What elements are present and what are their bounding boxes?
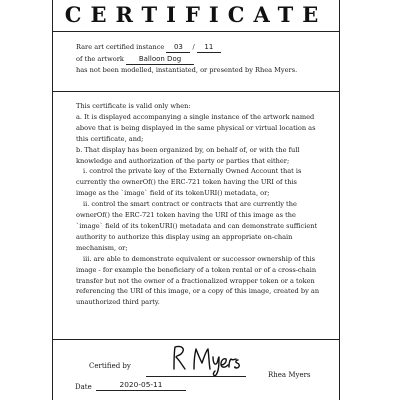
signer-name: Rhea Myers [268, 371, 311, 379]
body-line: iii. are able to demonstrate equivalent or successor ownership of this [83, 254, 316, 263]
date-label: Date [75, 383, 92, 391]
instance-number: 03 [166, 43, 190, 53]
instance-total: 11 [197, 43, 221, 53]
body-line: i. control the private key of the Externally Owned Account that is [83, 167, 302, 176]
certificate-title: CERTIFICATE [64, 2, 328, 27]
validity-conditions [76, 101, 319, 308]
body-line: mechanism, or; [76, 243, 128, 252]
artwork-line [76, 54, 297, 66]
disclaimer-line: has not been modelled, instantiated, or presented by Rhea Myers. [76, 66, 298, 75]
body-line: knowledge and authorization of the party or parties that either; [76, 156, 290, 165]
artwork-prefix: of the artwork [76, 54, 124, 63]
instance-prefix: Rare art certified instance [76, 43, 165, 51]
certificate-meta [76, 42, 297, 77]
certified-by-label: Certified by [89, 362, 131, 370]
body-line: ownerOf() the ERC-721 token having the URI of this image as the [76, 211, 296, 220]
signature-divider [52, 339, 340, 340]
body-line: `image` field of its tokenURI() metadata and can demonstrate sufficient [76, 221, 318, 230]
body-line: above that is being displayed in the same physical or virtual location as [76, 123, 316, 132]
artwork-name: Balloon Dog [126, 55, 194, 65]
handwritten-signature [166, 341, 246, 377]
date-value: 2020-05-11 [96, 380, 186, 391]
body-line: this certificate, and; [76, 134, 144, 143]
signature-line [146, 376, 246, 377]
body-line: currently the ownerOf() the ERC-721 token having the URI of this [76, 178, 297, 187]
body-line: image as the `image` field of its tokenURI() metadata, or; [76, 189, 270, 198]
body-line: a. It is displayed accompanying a single instance of the artwork named [76, 112, 315, 121]
body-line: referencing the URI of this image, or a copy of this image, created by an [76, 287, 320, 296]
body-line: image - for example the beneficiary of a token rental or of a cross-chain [76, 265, 317, 274]
body-line: unauthorized third party. [76, 298, 160, 307]
instance-line [76, 42, 297, 54]
instance-separator: / [192, 43, 195, 51]
title-divider [52, 31, 340, 32]
meta-divider [52, 91, 340, 92]
body-line: This certificate is valid only when: [76, 102, 191, 110]
frame-left-border [52, 0, 53, 400]
body-line: transfer but not the owner of a fractionalized wrapper token or a token [76, 276, 315, 285]
body-line: ii. control the smart contract or contracts that are currently the [83, 200, 297, 209]
frame-right-border [339, 0, 340, 400]
body-line: b. That display has been organized by, on behalf of, or with the full [76, 145, 300, 154]
body-line: authority to authorize this display using an appropriate on-chain [76, 232, 293, 241]
